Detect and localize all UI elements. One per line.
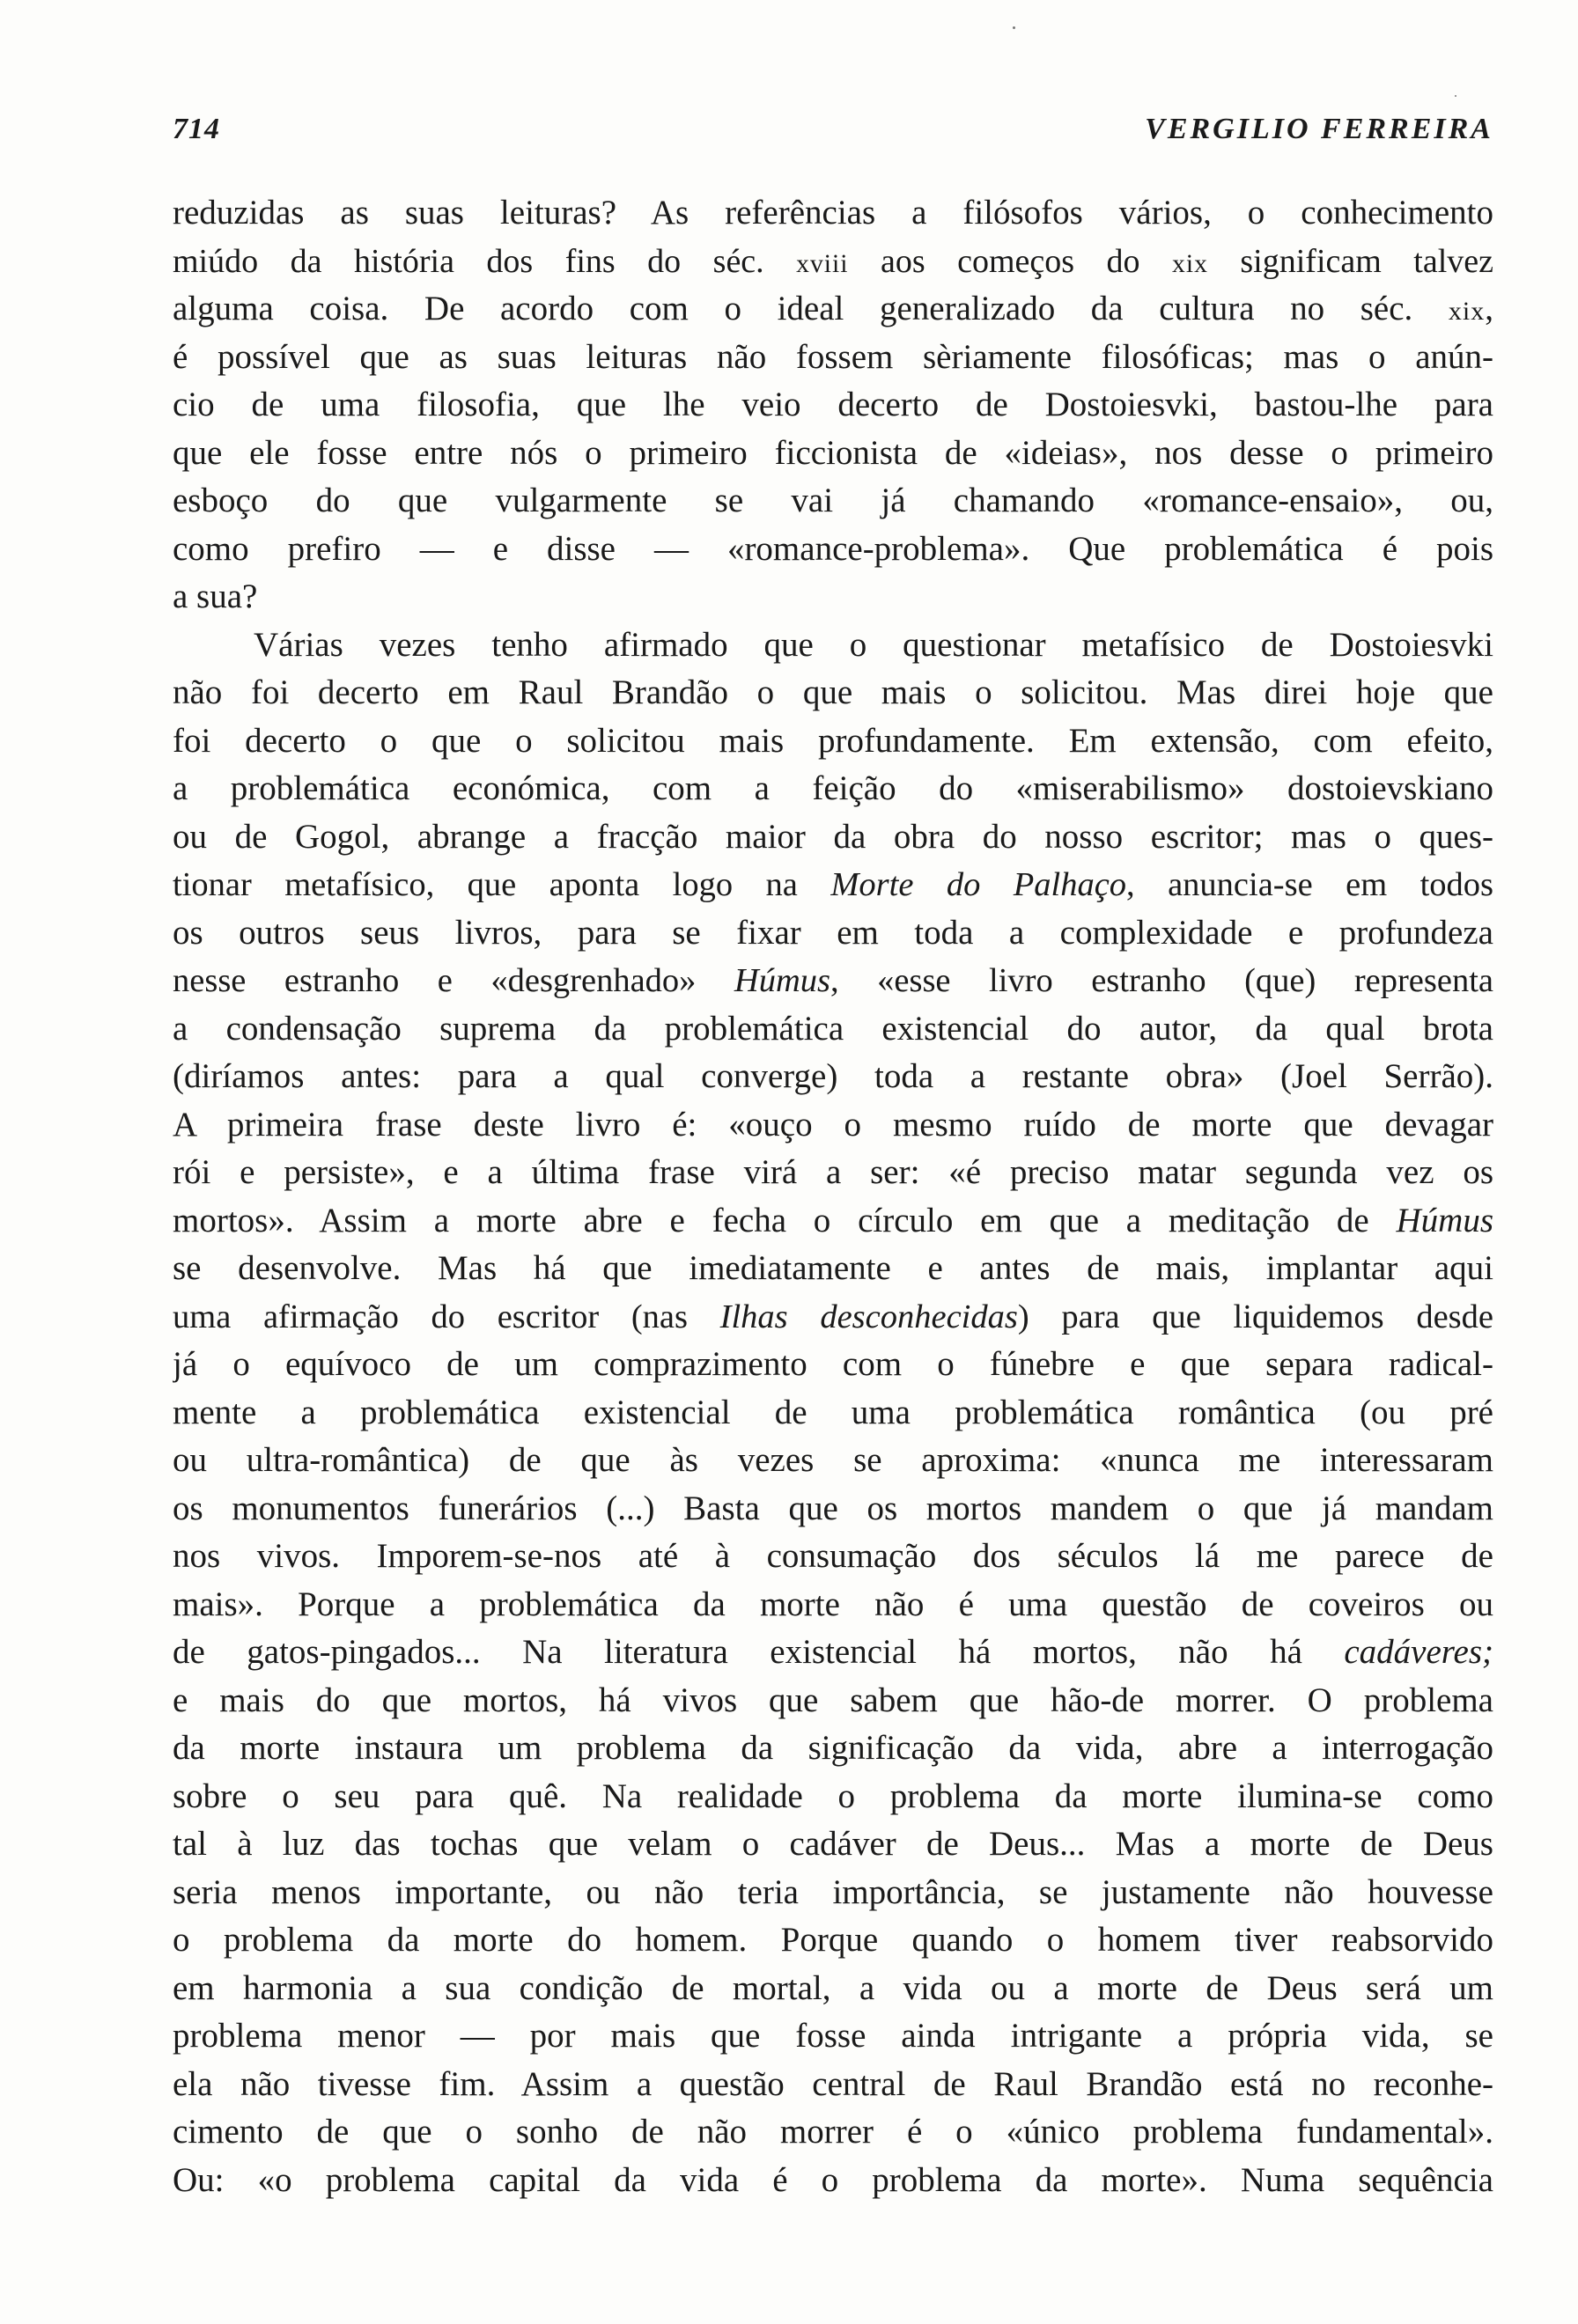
text-line: cimento de que o sonho de não morrer é o «único problema fundamental». (173, 2113, 1493, 2151)
text-line: seria menos importante, ou não teria importância, se justamente não houvesse (173, 1872, 1493, 1911)
running-head: VERGILIO FERREIRA (1145, 113, 1493, 145)
body-text (173, 189, 1493, 2204)
text-line: alguma coisa. De acordo com o ideal generalizado da cultura no séc. xix, (173, 290, 1493, 327)
text-line: miúdo da história dos fins do séc. xviii aos começos do xix significam talvez (173, 242, 1493, 280)
text-line: os monumentos funerários (...) Basta que os mortos mandem o que já mandam (173, 1489, 1493, 1527)
text-line: problema menor — por mais que fosse ainda intrigante a própria vida, se (173, 2017, 1493, 2055)
book-title-ilhas-desconhecidas: Ilhas desconhecidas (719, 1298, 1018, 1335)
emphasis-cadaveres: cadáveres; (1344, 1633, 1493, 1671)
text-line: de gatos-pingados... Na literatura existencial há mortos, não há cadáveres; (173, 1633, 1493, 1671)
text-line: a problemática económica, com a feição do «miserabilismo» dostoievskiano (173, 769, 1493, 807)
text-line: em harmonia a sua condição de mortal, a vida ou a morte de Deus será um (173, 1968, 1493, 2007)
text-line: e mais do que mortos, há vivos que sabem que hão-de morrer. O problema (173, 1680, 1493, 1719)
text-line: uma afirmação do escritor (nas Ilhas desconhecidas) para que liquidemos desde (173, 1298, 1493, 1335)
text-line: mente a problemática existencial de uma problemática romântica (ou pré (173, 1393, 1493, 1431)
book-title-morte-do-palhaco: Morte do Palhaço (830, 866, 1127, 903)
text-line: sobre o seu para quê. Na realidade o problema da morte ilumina-se como (173, 1776, 1493, 1815)
text-line: os outros seus livros, para se fixar em toda a complexidade e profundeza (173, 913, 1493, 952)
text-line: mais». Porque a problemática da morte não é uma questão de coveiros ou (173, 1585, 1493, 1623)
text-line: se desenvolve. Mas há que imediatamente e antes de mais, implantar aqui (173, 1249, 1493, 1287)
text-line: (diríamos antes: para a qual converge) toda a restante obra» (Joel Serrão). (173, 1057, 1493, 1095)
text-line: o problema da morte do homem. Porque quando o homem tiver reabsorvido (173, 1921, 1493, 1959)
text-line: cio de uma filosofia, que lhe veio decerto de Dostoiesvki, bastou-lhe para (173, 386, 1493, 423)
paper-speck (1455, 95, 1456, 97)
text-line: A primeira frase deste livro é: «ouço o mesmo ruído de morte que devagar (173, 1105, 1493, 1144)
text-line: nos vivos. Imporem-se-nos até à consumação dos séculos lá me parece de (173, 1537, 1493, 1575)
text-line: mortos». Assim a morte abre e fecha o círculo em que a meditação de Húmus (173, 1201, 1493, 1239)
text-line: tal à luz das tochas que velam o cadáver de Deus... Mas a morte de Deus (173, 1825, 1493, 1863)
text-line: já o equívoco de um comprazimento com o fúnebre e que separa radical- (173, 1345, 1493, 1383)
text-line: ou ultra-romântica) de que às vezes se aproxima: «nunca me interessaram (173, 1441, 1493, 1479)
text-line: foi decerto o que o solicitou mais profundamente. Em extensão, com efeito, (173, 721, 1493, 760)
text-line: não foi decerto em Raul Brandão o que mais o solicitou. Mas direi hoje que (173, 673, 1493, 711)
text-line: esboço do que vulgarmente se vai já chamando «romance-ensaio», ou, (173, 482, 1493, 519)
book-title-humus: Húmus (734, 962, 831, 999)
text-line: como prefiro — e disse — «romance-problema». Que problemática é pois (173, 529, 1493, 568)
text-line: a condensação suprema da problemática existencial do autor, da qual brota (173, 1009, 1493, 1048)
text-line: Várias vezes tenho afirmado que o questionar metafísico de Dostoiesvki (254, 625, 1493, 664)
text-line: rói e persiste», e a última frase virá a ser: «é preciso matar segunda vez os (173, 1153, 1493, 1191)
text-line: é possível que as suas leituras não fossem sèriamente filosóficas; mas o anún- (173, 337, 1493, 376)
text-line: reduzidas as suas leituras? As referências a filósofos vários, o conhecimento (173, 194, 1493, 232)
text-line: tionar metafísico, que aponta logo na Morte do Palhaço, anuncia-se em todos (173, 866, 1493, 903)
page-number: 714 (173, 113, 220, 145)
text-line: a sua? (173, 577, 258, 615)
text-line: nesse estranho e «desgrenhado» Húmus, «esse livro estranho (que) representa (173, 962, 1493, 999)
text-line: que ele fosse entre nós o primeiro ficcionista de «ideias», nos desse o primeiro (173, 433, 1493, 472)
paper-speck (1013, 26, 1015, 29)
text-line: ou de Gogol, abrange a fracção maior da obra do nosso escritor; mas o ques- (173, 817, 1493, 856)
text-line: ela não tivesse fim. Assim a questão central de Raul Brandão está no reconhe- (173, 2064, 1493, 2103)
page-header (173, 113, 1493, 157)
book-title-humus: Húmus (1396, 1201, 1493, 1239)
text-line: Ou: «o problema capital da vida é o problema da morte». Numa sequência (173, 2160, 1493, 2199)
text-line: da morte instaura um problema da significação da vida, abre a interrogação (173, 1729, 1493, 1767)
